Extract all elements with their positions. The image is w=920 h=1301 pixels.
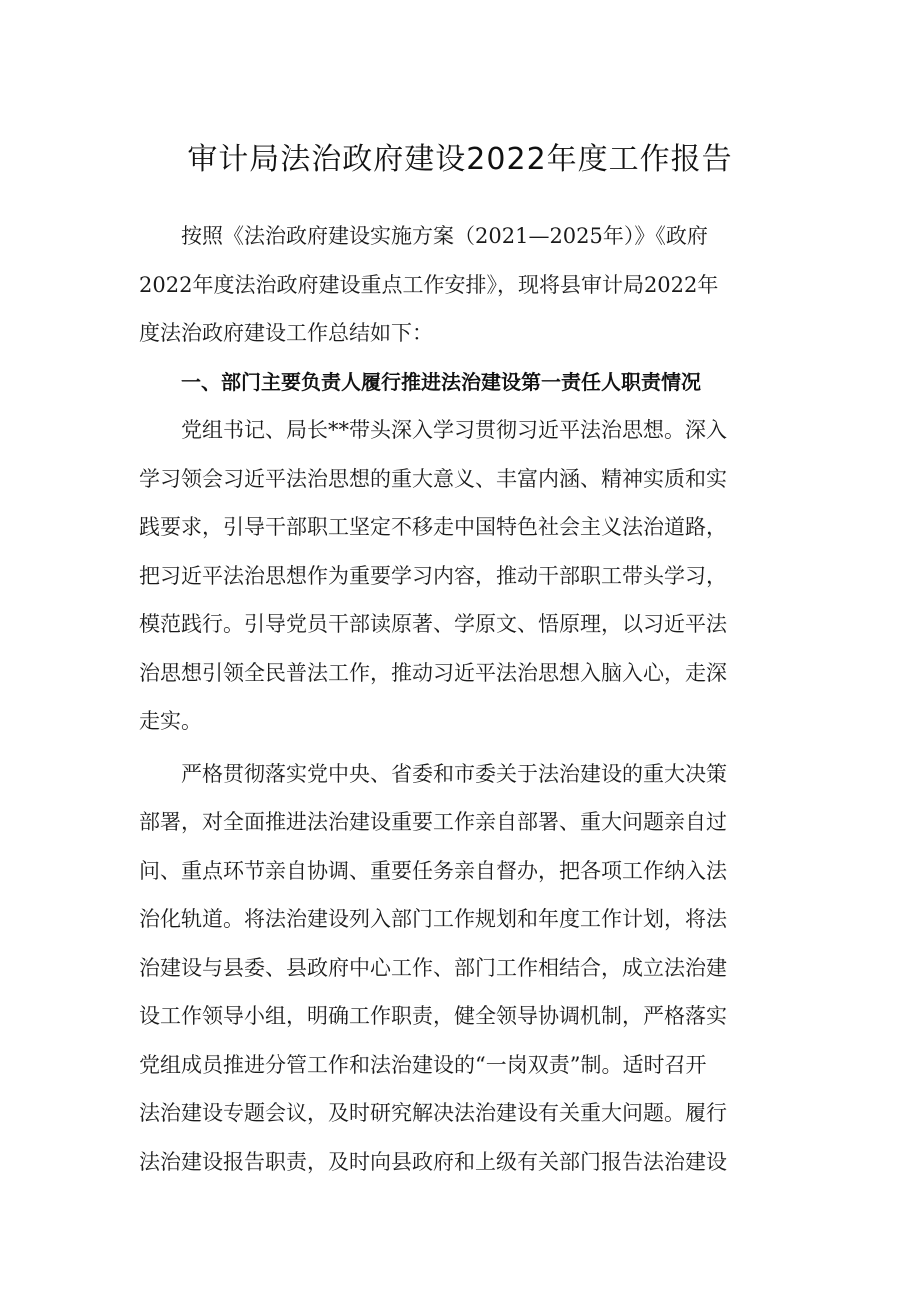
intro-line: 按照《法治政府建设实施方案（2021—2025年）》《政府	[181, 224, 708, 248]
paragraph-line: 党组成员推进分管工作和法治建设的“一岗双责”制。适时召开	[139, 1052, 707, 1077]
paragraph-line: 法治建设专题会议，及时研究解决法治建设有关重大问题。履行	[139, 1101, 727, 1125]
paragraph-line: 设工作领导小组，明确工作职责，健全领导协调机制，严格落实	[139, 1004, 727, 1028]
paragraph-line: 学习领会习近平法治思想的重大意义、丰富内涵、精神实质和实	[139, 466, 727, 491]
paragraph-line: 治建设与县委、县政府中心工作、部门工作相结合，成立法治建	[139, 955, 727, 980]
paragraph-line: 模范践行。引导党员干部读原著、学原文、悟原理，以习近平法	[139, 612, 727, 636]
paragraph-line: 治化轨道。将法治建设列入部门工作规划和年度工作计划，将法	[139, 907, 727, 931]
intro-paragraph	[139, 212, 789, 358]
paragraph-1	[139, 406, 789, 746]
paragraph-line: 党组书记、局长**带头深入学习贯彻习近平法治思想。深入	[181, 418, 727, 442]
paragraph-2	[139, 750, 789, 1187]
intro-line: 2022年度法治政府建设重点工作安排》，现将县审计局2022年	[139, 272, 719, 297]
section-heading-1: 一、部门主要负责人履行推进法治建设第一责任人职责情况	[181, 369, 701, 394]
paragraph-line: 治思想引领全民普法工作，推动习近平法治思想入脑入心，走深	[139, 660, 727, 685]
document-title: 审计局法治政府建设2022年度工作报告	[187, 142, 733, 177]
intro-line: 度法治政府建设工作总结如下：	[139, 321, 433, 345]
paragraph-line: 走实。	[139, 709, 202, 733]
paragraph-line: 严格贯彻落实党中央、省委和市委关于法治建设的重大决策	[181, 761, 727, 786]
paragraph-line: 践要求，引导干部职工坚定不移走中国特色社会主义法治道路，	[139, 515, 727, 539]
document-body	[139, 212, 789, 1186]
paragraph-line: 法治建设报告职责，及时向县政府和上级有关部门报告法治建设	[139, 1149, 727, 1174]
paragraph-line: 问、重点环节亲自协调、重要任务亲自督办，把各项工作纳入法	[139, 858, 727, 883]
paragraph-line: 部署，对全面推进法治建设重要工作亲自部署、重大问题亲自过	[139, 810, 727, 834]
paragraph-line: 把习近平法治思想作为重要学习内容，推动干部职工带头学习，	[139, 563, 727, 588]
